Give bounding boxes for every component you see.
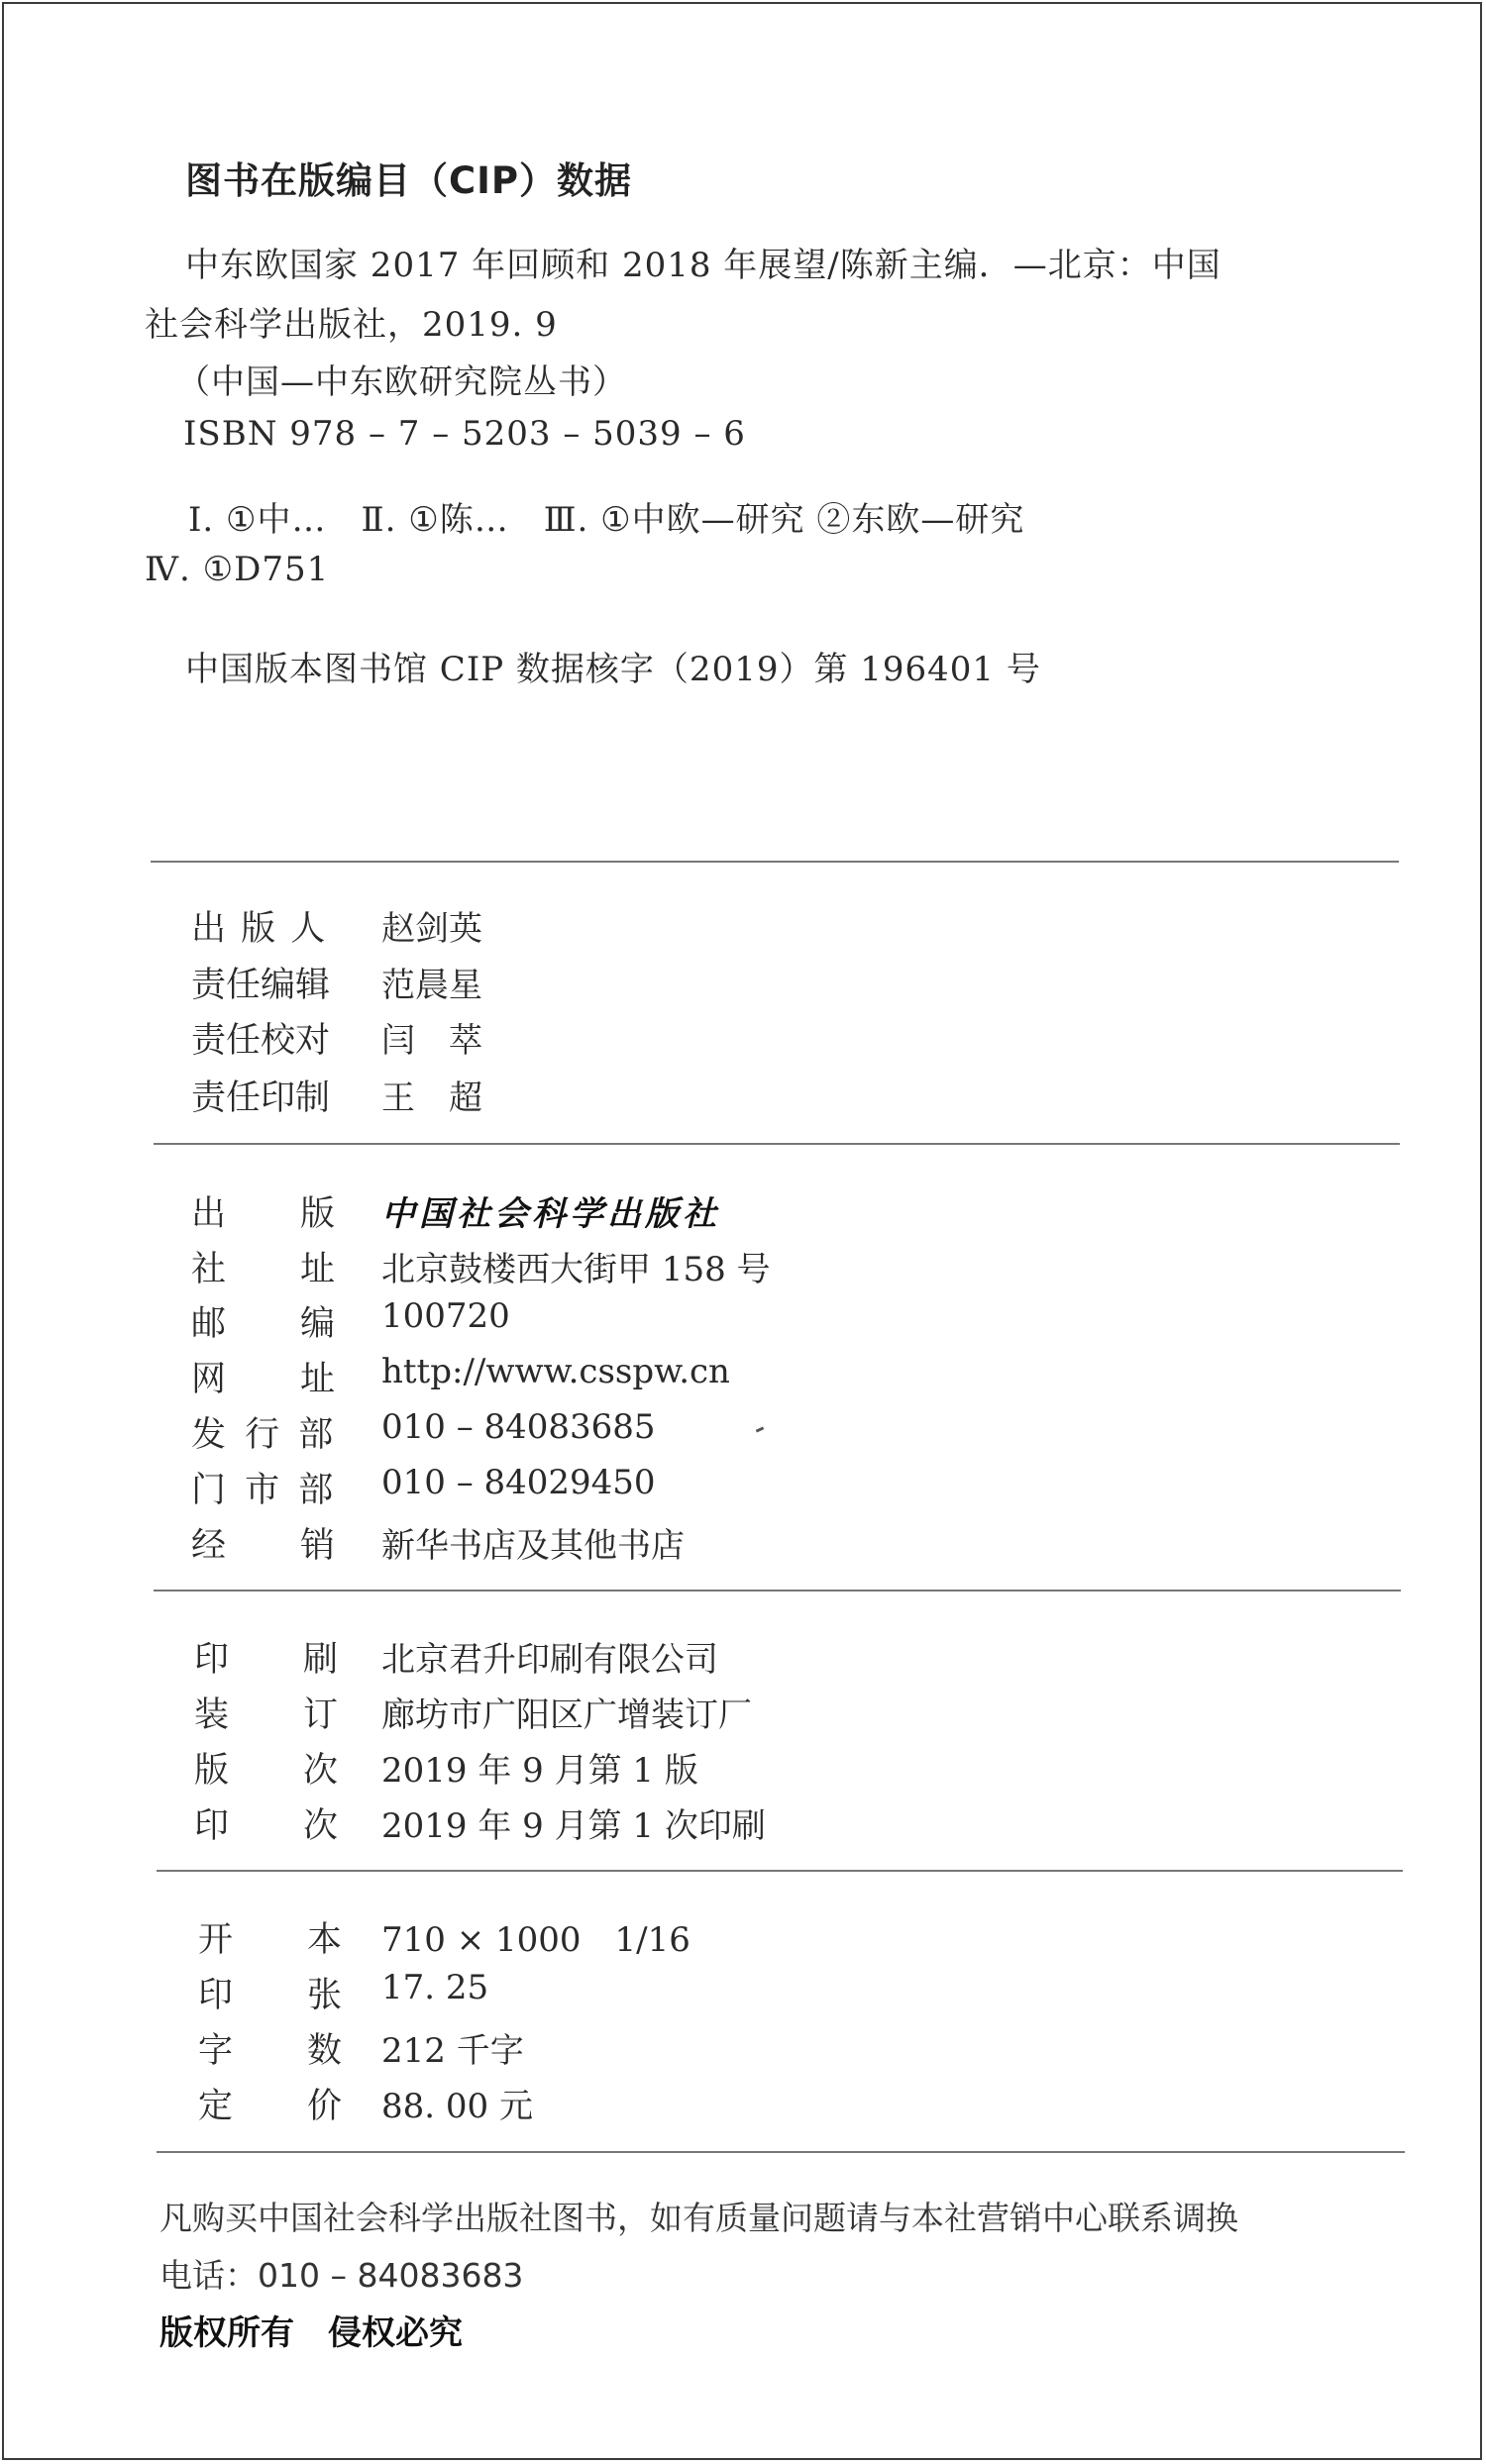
staff-label: 责任印制 <box>191 1078 331 1118</box>
staff-value: 赵剑英 <box>381 909 482 949</box>
publisher-label: 邮 <box>191 1304 227 1344</box>
spec-label: 价 <box>307 2087 343 2126</box>
spec-label: 印 <box>198 1976 234 2015</box>
cip-line-classification: Ⅰ. ①中… Ⅱ. ①陈… Ⅲ. ①中欧—研究 ②东欧—研究 <box>188 500 1025 540</box>
publisher-label: 发 行 部 <box>191 1415 338 1455</box>
divider <box>151 861 1399 863</box>
printing-label: 次 <box>303 1751 339 1791</box>
publisher-label: 址 <box>300 1250 336 1289</box>
publisher-label: 销 <box>300 1526 336 1566</box>
word-count: 212 千字 <box>381 2031 524 2071</box>
publisher-name-calligraphy: 中国社会科学出版社 <box>381 1194 720 1234</box>
divider <box>157 1870 1403 1872</box>
retail-phone: 010 – 84029450 <box>381 1463 656 1502</box>
spec-label: 本 <box>307 1920 343 1960</box>
staff-label: 责任编辑 <box>191 966 331 1005</box>
distribution-phone: 010 – 84083685 <box>381 1407 656 1447</box>
staff-label: 出 版 人 <box>191 909 328 949</box>
publisher-label: 编 <box>300 1304 336 1344</box>
printing-label: 次 <box>303 1806 339 1846</box>
spec-label: 开 <box>198 1920 234 1960</box>
publisher-address: 北京鼓楼西大街甲 158 号 <box>381 1250 771 1289</box>
publisher-label: 版 <box>300 1194 336 1234</box>
sheets: 17. 25 <box>381 1968 489 2007</box>
printing-label: 刷 <box>303 1640 339 1680</box>
cip-line-title: 中东欧国家 2017 年回顾和 2018 年展望/陈新主编．—北京：中国 <box>185 246 1221 285</box>
printer: 北京君升印刷有限公司 <box>381 1640 718 1680</box>
printing-label: 订 <box>303 1695 339 1735</box>
printing-label: 印 <box>194 1806 230 1846</box>
postal-code: 100720 <box>381 1296 510 1336</box>
divider <box>154 1590 1401 1591</box>
impression: 2019 年 9 月第 1 次印刷 <box>381 1806 766 1846</box>
publisher-label: 经 <box>191 1526 227 1566</box>
staff-value: 王 超 <box>381 1078 482 1118</box>
cip-line-publisher: 社会科学出版社，2019. 9 <box>145 305 558 345</box>
publisher-label: 门 市 部 <box>191 1471 338 1510</box>
spec-label: 数 <box>307 2031 343 2071</box>
edition: 2019 年 9 月第 1 版 <box>381 1751 698 1791</box>
printing-label: 装 <box>194 1695 230 1735</box>
publisher-label: 网 <box>191 1360 227 1399</box>
publisher-label: 出 <box>191 1194 227 1234</box>
spec-label: 字 <box>198 2031 234 2071</box>
spec-label: 定 <box>198 2087 234 2126</box>
printing-label: 印 <box>194 1640 230 1680</box>
cip-line-class-number: Ⅳ. ①D751 <box>145 550 330 589</box>
website: http://www.csspw.cn <box>381 1352 730 1391</box>
staff-value: 闫 萃 <box>381 1021 482 1061</box>
printing-label: 版 <box>194 1751 230 1791</box>
format: 710 × 1000 1/16 <box>381 1920 690 1960</box>
quality-notice: 凡购买中国社会科学出版社图书，如有质量问题请与本社营销中心联系调换 <box>159 2199 1238 2237</box>
cip-line-record-number: 中国版本图书馆 CIP 数据核字（2019）第 196401 号 <box>185 650 1041 689</box>
distributor: 新华书店及其他书店 <box>381 1526 685 1566</box>
spec-label: 张 <box>307 1976 343 2015</box>
publisher-label: 址 <box>300 1360 336 1399</box>
binder: 廊坊市广阳区广增装订厂 <box>381 1695 752 1735</box>
divider <box>157 2151 1405 2153</box>
divider <box>154 1143 1400 1145</box>
price: 88. 00 元 <box>381 2087 533 2126</box>
cip-line-isbn: ISBN 978 – 7 – 5203 – 5039 – 6 <box>183 414 746 454</box>
copyright-notice: 版权所有 侵权必究 <box>159 2313 463 2353</box>
staff-label: 责任校对 <box>191 1021 331 1061</box>
cip-title: 图书在版编目（CIP）数据 <box>185 159 633 202</box>
publisher-label: 社 <box>191 1250 227 1289</box>
staff-value: 范晨星 <box>381 966 482 1005</box>
service-phone: 电话：010 – 84083683 <box>159 2256 524 2295</box>
cip-line-series: （中国—中东欧研究院丛书） <box>176 362 627 402</box>
